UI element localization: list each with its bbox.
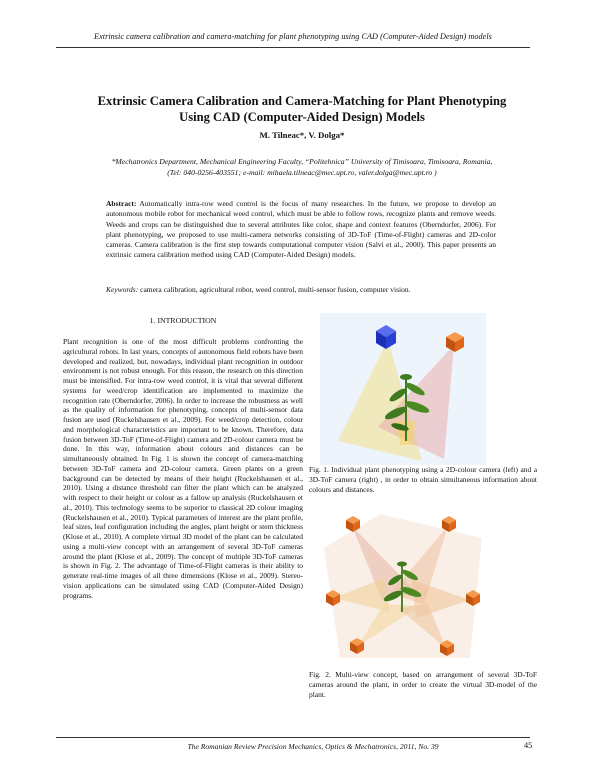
running-header: Extrinsic camera calibration and camera-matching for plant phenotyping using CAD (Computer-Aided Design) models [94, 32, 492, 41]
authors: M. Tilneac*, V. Dolga* [259, 130, 345, 140]
page-number: 45 [524, 741, 533, 750]
body-paragraph: Plant recognition is one of the most difficult problems confronting the agricultural robots. In last years, concepts of autonomous field robots have been developed and realized, but, nowadays, individual plant recognition in outdoor environment is not robust enough. For this reason, the research on this direction must be intensified. For intra-row weed control, it is vital that several different systems for weed/crop identification are implemented to maximize the recognition rate (Oberndorfer, 2006). In order to increase the robustness as well as the quality of information for phenotyping, concepts of multi-sensor data fusion are used (Ruckelshausen et al., 2009). For weed/crop detection, colour and morphological characteristics are important to be known. Therefore, data fusion between 3D-ToF (Time-of-Flight) camera and 2D-colour camera must be done. In this way, information about colours and distances can be simultaneously obtained. In Fig. 1 is shown the concept of camera-matching between 3D-ToF camera and 2D-colour camera. Green plants on a green background can be detected by means of their height (Ruckelshausen et al., 2010). Using a distance threshold can filter the plant which can be analyzed with respect to their height or colour as a fallow up analysis (Ruckelshausen et al., 2010). This technology seems to be superior to classical 2D colour imaging (Ruckelshausen et al., 2010). Typical parameters of interest are the plant profile, leaf sizes, leaf configuration including the angles, plant height or stem thickness (Klose et al., 2010). A complete virtual 3D model of the plant can be calculated using a multi-view concept with an arrangement of several 3D-ToF cameras around the plant (Klose et al., 2009). The concept of multiple 3D-ToF cameras is shown in Fig. 2. The advantage of Time-of-Flight cameras is their ability to generate real-time images of all three dimensions (Klose et al., 2009). Stereo-vision applications can be simulated using CAD (Computer-Aided Design) programs. [63, 337, 303, 600]
paper-title [60, 93, 544, 125]
body-text-column [63, 337, 303, 600]
footer-rule [56, 737, 530, 738]
keywords-text: camera calibration, agricultural robot, weed control, multi-sensor fusion, computer vision. [140, 285, 411, 294]
title-line-2: Using CAD (Computer-Aided Design) Models [179, 110, 425, 124]
keywords [106, 285, 496, 295]
abstract-label: Abstract: [106, 199, 137, 208]
figure-2-caption: Fig. 2. Multi-view concept, based on arrangement of several 3D-ToF cameras around the plant, in order to create the virtual 3D-model of the plant. [309, 670, 537, 699]
figure-2 [320, 508, 486, 664]
header-rule [56, 47, 530, 48]
section-title: 1. INTRODUCTION [149, 316, 217, 325]
keywords-label: Keywords: [106, 285, 139, 294]
affiliation [55, 156, 549, 178]
abstract-text: Automatically intra-row weed control is the focus of many researches. In the future, we propose to develop an autonomous mobile robot for mechanical weed control, which must be able to follow rows, recognize plants and remove weeds. Weeds and crops can be distinguished due to several attributes like color, shape and context features (Oberndorfer, 2006). For plant phenotyping, we proposed to use multi-camera networks consisting of 3D-ToF (Time-of-Flight) cameras and 2D-color cameras. Camera calibration is the first step towards computational computer vision (Salvi et al., 2000). This paper presents an extrinsic camera calibration method using CAD (Computer-Aided Design) models. [106, 199, 496, 260]
figure-1 [320, 313, 486, 465]
affiliation-line-1: *Mechatronics Department, Mechanical Engineering Faculty, “Politehnica” University of Timisoara, Timisoara, Romania, [111, 157, 493, 166]
abstract [106, 199, 496, 261]
figure-1-caption: Fig. 1. Individual plant phenotyping using a 2D-colour camera (left) and a 3D-ToF camera (right) , in order to obtain simultaneous information about colours and distances. [309, 465, 537, 494]
affiliation-line-2: (Tel: 040-0256-403551; e-mail: mihaela.tilneac@mec.upt.ro, valer.dolga@mec.upt.ro ) [167, 168, 437, 177]
title-line-1: Extrinsic Camera Calibration and Camera-Matching for Plant Phenotyping [97, 94, 507, 108]
journal-footer: The Romanian Review Precision Mechanics, Optics & Mechatronics, 2011, No. 39 [187, 742, 439, 751]
